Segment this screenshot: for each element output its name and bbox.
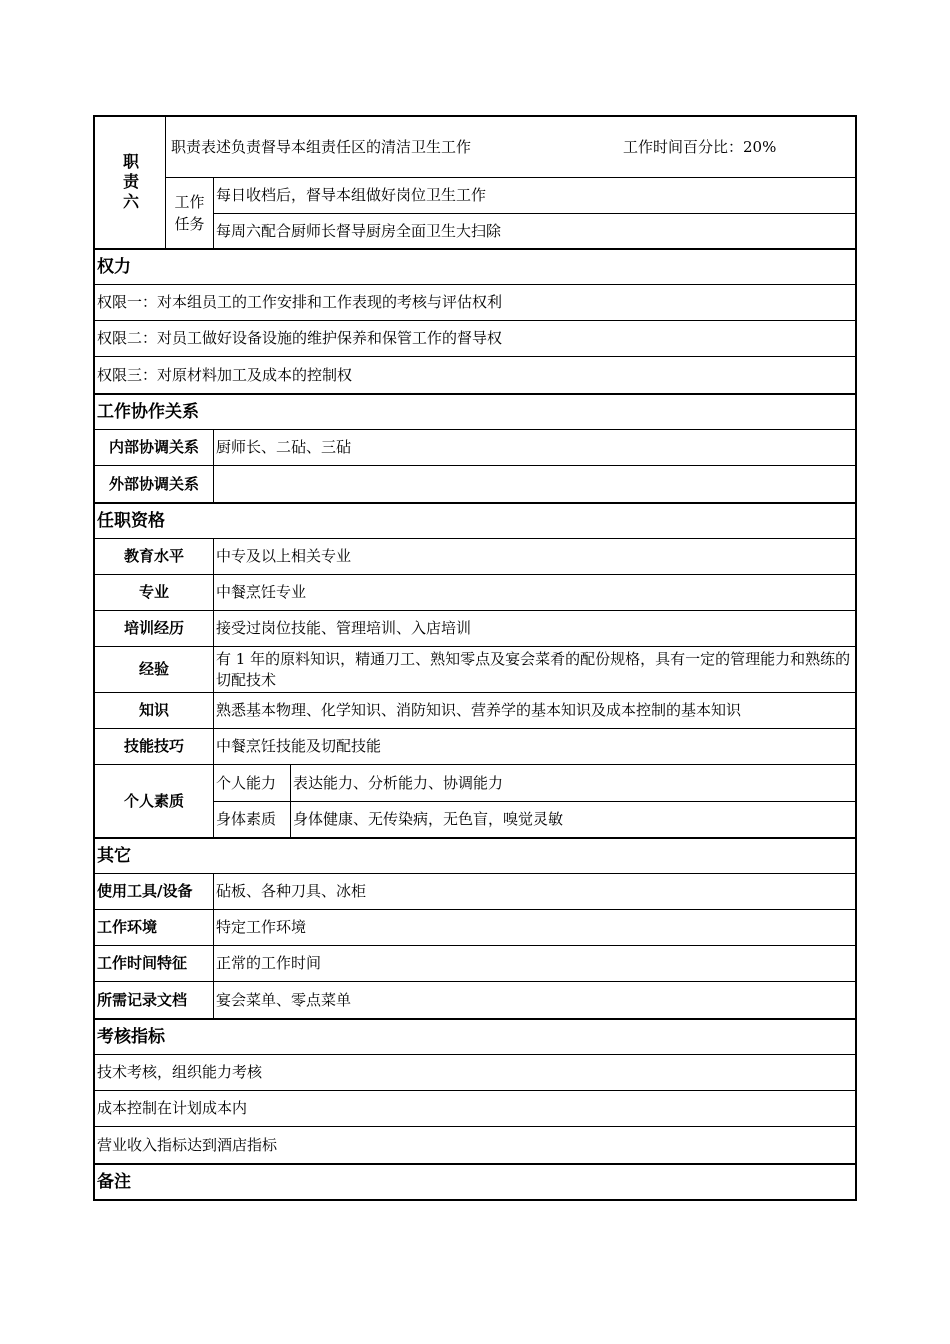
personal-quality-block [93,764,857,837]
training-label: 培训经历 [123,619,184,637]
duty6-task-label: 工作任务 [174,193,205,233]
assessment-row [93,1054,857,1090]
qualifications-header-row [93,502,857,538]
physical-value: 身体健康、无传染病，无色盲，嗅觉灵敏 [290,801,855,837]
authority-item-3: 权限三：对原材料加工及成本的控制权 [97,365,353,384]
other-header-row [93,837,857,873]
ability-label: 个人能力 [213,765,290,801]
experience-value: 有 1 年的原料知识，精通刀工、熟知零点及宴会菜肴的配份规格，具有一定的管理能力和熟练的切配技术 [216,649,851,689]
assessment-row [93,1090,857,1126]
authority-title: 权力 [97,256,131,277]
qualification-row [93,646,857,692]
relations-row [93,465,857,502]
experience-label: 经验 [138,660,169,678]
other-row [93,909,857,945]
major-value: 中餐烹饪专业 [213,575,855,610]
qualification-row [93,728,857,764]
relations-row [93,429,857,465]
other-row [93,981,857,1018]
assessment-item-1: 技术考核，组织能力考核 [97,1063,263,1081]
authority-row [93,284,857,320]
relations-title: 工作协作关系 [97,401,199,422]
other-row [93,873,857,909]
records-value: 宴会菜单、零点菜单 [213,982,855,1018]
duty6-task-row [213,177,855,213]
duty6-label [95,117,165,248]
duty6-task-label-cell [165,177,213,248]
duty6-task-2: 每周六配合厨师长督导厨房全面卫生大扫除 [216,221,502,240]
knowledge-label: 知识 [138,701,169,719]
tools-value: 砧板、各种刀具、冰柜 [213,874,855,909]
qualification-row [93,538,857,574]
remarks-title: 备注 [97,1171,131,1192]
assessment-header-row [93,1018,857,1054]
assessment-row [93,1126,857,1163]
duty6-description: 职责表述负责督导本组责任区的清洁卫生工作 [171,137,472,156]
records-label: 所需记录文档 [97,990,188,1009]
environment-value: 特定工作环境 [213,910,855,945]
assessment-item-3: 营业收入指标达到酒店指标 [97,1135,278,1154]
physical-label: 身体素质 [213,801,290,837]
authority-row [93,356,857,393]
internal-relations-label: 内部协调关系 [108,438,199,456]
work-time-label: 工作时间特征 [97,954,188,972]
qualification-row [93,574,857,610]
major-label: 专业 [138,583,169,601]
knowledge-value: 熟悉基本物理、化学知识、消防知识、营养学的基本知识及成本控制的基本知识 [213,693,855,728]
other-title: 其它 [97,845,131,866]
remarks-header-row [93,1163,857,1201]
education-label: 教育水平 [123,547,184,565]
qualifications-title: 任职资格 [97,510,165,531]
authority-item-2: 权限二：对员工做好设备设施的维护保养和保管工作的督导权 [97,329,503,347]
internal-relations-value: 厨师长、二砧、三砧 [213,430,855,465]
assessment-item-2: 成本控制在计划成本内 [97,1099,248,1117]
external-relations-label: 外部协调关系 [108,474,199,493]
skills-label: 技能技巧 [123,737,184,755]
education-value: 中专及以上相关专业 [213,539,855,574]
duty6-block [93,115,857,248]
qualification-row [93,692,857,728]
authority-row [93,320,857,356]
ability-value: 表达能力、分析能力、协调能力 [290,765,855,801]
duty6-task-row [213,213,855,248]
qualification-row [93,610,857,646]
duty6-task-1: 每日收档后，督导本组做好岗位卫生工作 [216,186,487,204]
training-value: 接受过岗位技能、管理培训、入店培训 [213,611,855,646]
environment-label: 工作环境 [97,918,158,936]
authority-header-row [93,248,857,284]
duty6-time-percent: 工作时间百分比：20% [623,137,777,156]
external-relations-value [213,466,855,502]
other-row [93,945,857,981]
duty6-label-text: 职责六 [120,152,140,213]
relations-header-row [93,393,857,429]
authority-item-1: 权限一：对本组员工的工作安排和工作表现的考核与评估权利 [97,293,503,311]
personal-quality-label: 个人素质 [123,791,184,810]
tools-label: 使用工具/设备 [97,882,193,900]
assessment-title: 考核指标 [97,1026,165,1047]
experience-value-cell [213,647,855,692]
work-time-value: 正常的工作时间 [213,946,855,981]
duty6-description-cell [165,117,855,177]
skills-value: 中餐烹饪技能及切配技能 [213,729,855,764]
